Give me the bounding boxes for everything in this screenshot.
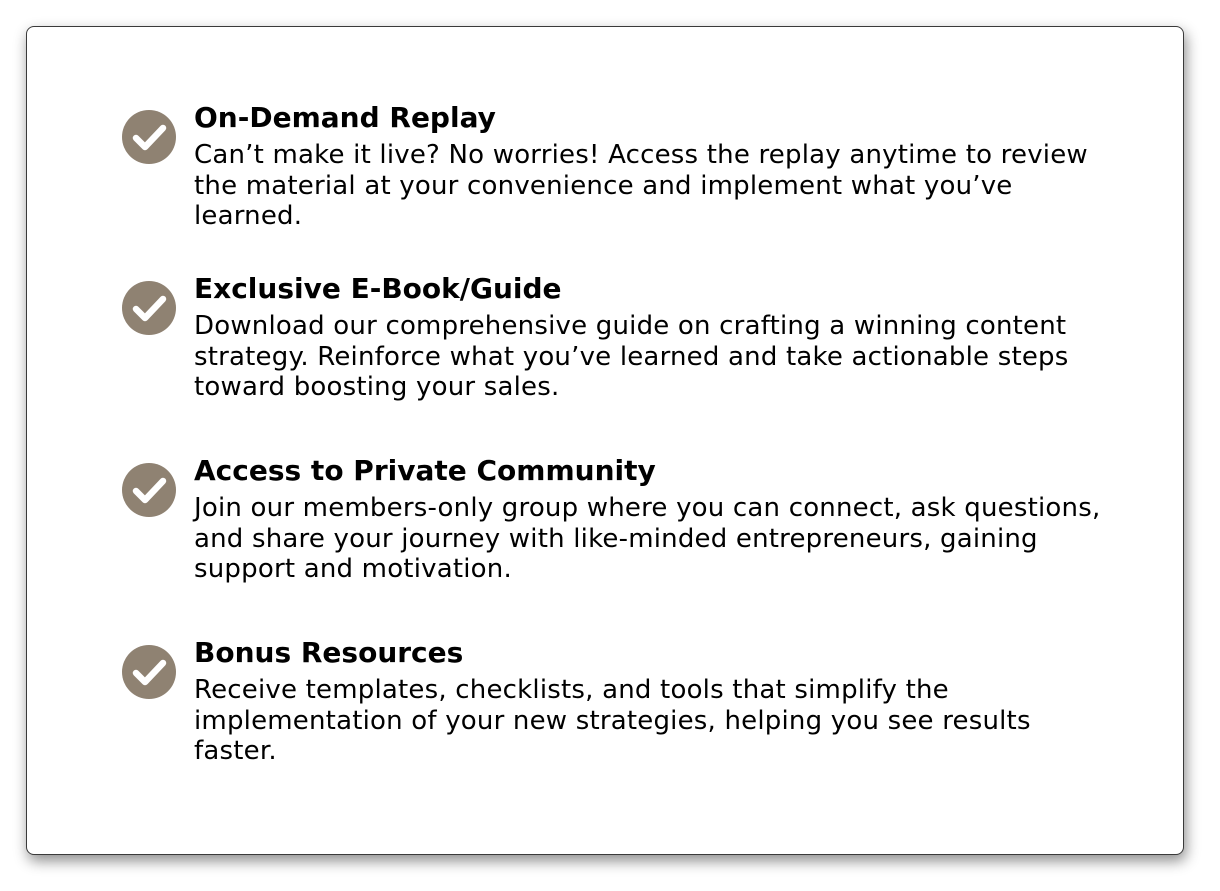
feature-text — [194, 102, 1114, 232]
feature-title: Bonus Resources — [194, 636, 464, 669]
feature-text — [194, 273, 1114, 403]
feature-description: Join our members-only group where you can connect, ask questions, and share your journey with like-minded entrepreneurs, gaining support and motivation. — [194, 493, 1101, 584]
feature-title: On-Demand Replay — [194, 101, 496, 134]
feature-description: Download our comprehensive guide on crafting a winning content strategy. Reinforce what you’ve learned and take actionable steps toward boosting your sales. — [194, 311, 1069, 402]
feature-description: Can’t make it live? No worries! Access the replay anytime to review the material at your convenience and implement what you’ve learned. — [194, 140, 1088, 231]
feature-title: Exclusive E-Book/Guide — [194, 272, 562, 305]
check-circle-icon — [122, 645, 176, 699]
feature-title: Access to Private Community — [194, 454, 656, 487]
feature-text — [194, 637, 1114, 767]
check-circle-icon — [122, 281, 176, 335]
check-circle-icon — [122, 110, 176, 164]
feature-description: Receive templates, checklists, and tools that simplify the implementation of your new strategies, helping you see results faster. — [194, 675, 1031, 766]
check-circle-icon — [122, 463, 176, 517]
feature-text — [194, 455, 1114, 585]
features-card — [26, 26, 1184, 855]
